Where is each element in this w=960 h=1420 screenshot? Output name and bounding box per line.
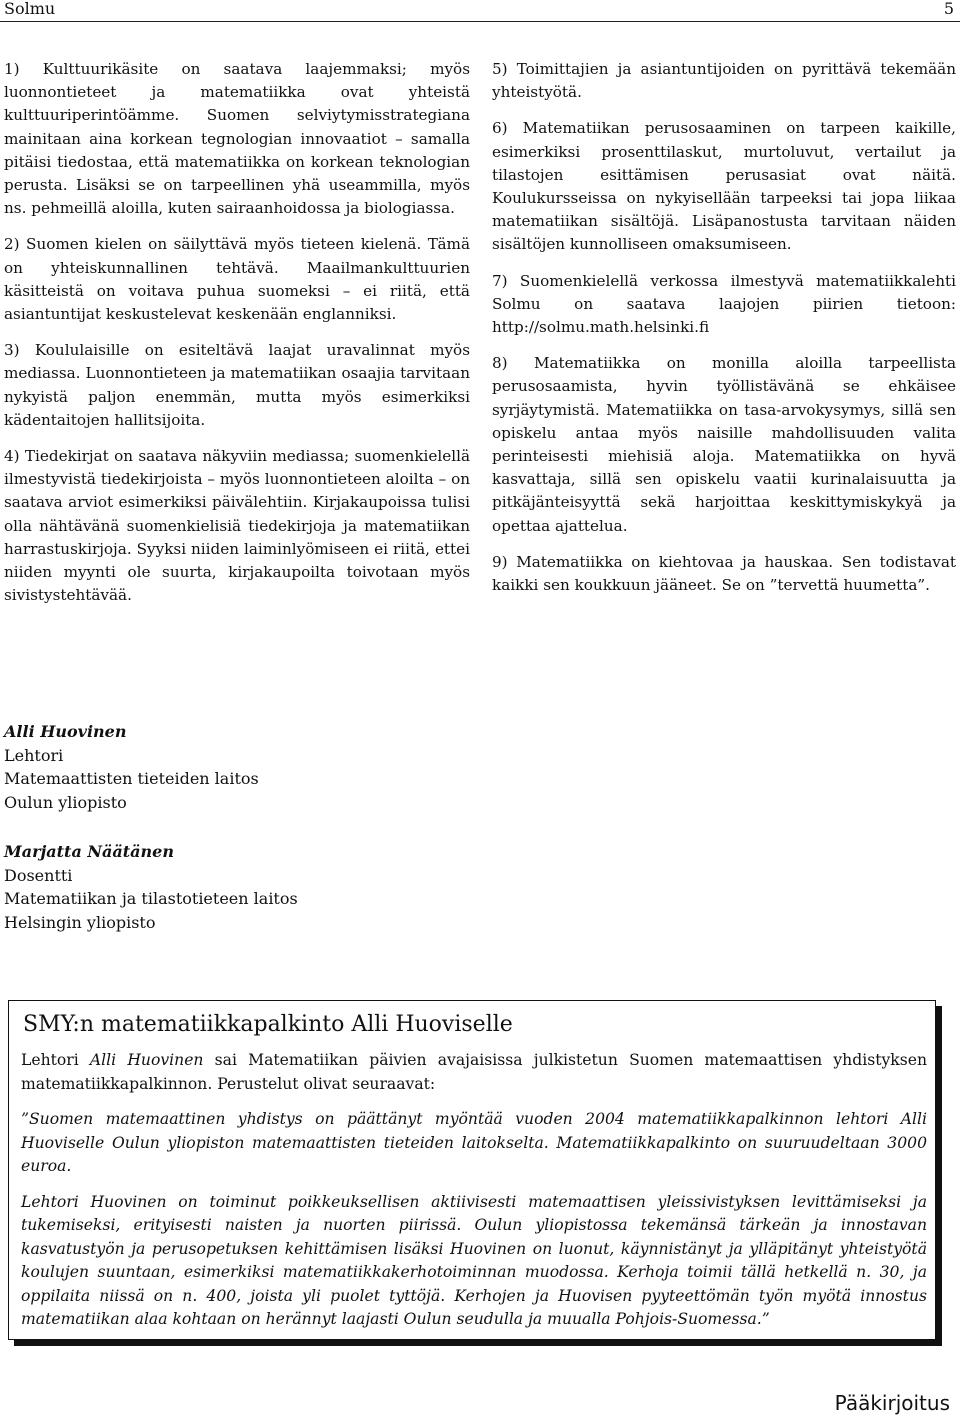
author-title: Dosentti [4,865,73,885]
author-department: Matematiikan ja tilastotieteen laitos [4,889,298,909]
journal-title: Solmu [4,0,56,18]
right-column [492,58,956,610]
page-number: 5 [943,0,954,18]
header-rule [0,21,960,22]
author-department: Matemaattisten tieteiden laitos [4,769,259,789]
author-signatures [4,720,604,960]
signature-block [4,720,604,815]
point-7: 7) Suomenkielellä verkossa ilmestyvä matematiikkalehti Solmu on saatava laajojen piirien tietoon: http://solmu.math.helsinki.fi [492,271,956,337]
award-recipient-name: Alli Huovinen [89,1051,204,1069]
signature-block [4,840,604,935]
award-title: SMY:n matematiikkapalkinto Alli Huoviselle [23,1012,513,1037]
author-name: Marjatta Näätänen [4,841,174,861]
award-intro [21,1049,927,1096]
award-intro-end: sai Matematiikan päivien avajaisissa julkistetun Suomen matemaattisen yhdistyksen matematiikkapalkinnon. Perustelut olivat seuraavat: [21,1051,927,1093]
point-4: 4) Tiedekirjat on saatava näkyviin mediassa; suomenkielellä ilmestyvistä tiedekirjoista – myös luonnontieteen aloilta – on saatava arviot esimerkiksi päivälehtiin. Kirjakaupoissa tulisi olla nähtävänä suomenkielisiä tiedekirjoja ja matematiikan harrastuskirjoja. Syyksi niiden laiminlyömiseen ei riitä, ettei niiden myynti ole suurta, kirjakaupoilta toivotaan myös sivistystehtävää. [4,447,470,605]
left-column [4,58,470,620]
award-intro-start: Lehtori [21,1051,90,1069]
page-header [0,0,960,20]
award-announcement-box [8,1000,936,1340]
point-8: 8) Matematiikka on monilla aloilla tarpeellista perusosaamista, hyvin työllistävänä se ehkäisee syrjäytymistä. Matematiikka on tasa-arvokysymys, sillä sen opiskelu antaa myös naisille mahdollisuuden valita perinteisesti miehisiä aloja. Matematiikka on hyvä kasvattaja, sillä sen opiskelu vaatii kurinalaisuutta ja pitkäjänteisyyttä sekä harjoittaa keskittymiskykyä ja opettaa ajattelua. [492,354,956,535]
award-citation-1: ”Suomen matemaattinen yhdistys on päättänyt myöntää vuoden 2004 matematiikkapalkinnon lehtori Alli Huoviselle Oulun yliopiston matemaattisten tieteiden laitokselta. Matematiikkapalkinto on suuruudeltaan 3000 euroa. [21,1110,927,1175]
author-university: Helsingin yliopisto [4,912,156,932]
point-6: 6) Matematiikan perusosaaminen on tarpeen kaikille, esimerkiksi prosenttilaskut, murtoluvut, vertailut ja tilastojen esittämisen perusasiat ovat näitä. Koulukursseissa on nykyisellään tarpeeksi tai jopa liikaa matematiikan sisältöjä. Lisäpanostusta tarvitaan näiden sisältöjen kunnolliseen omaksumiseen. [492,119,956,254]
point-5: 5) Toimittajien ja asiantuntijoiden on pyrittävä tekemään yhteistyötä. [492,60,956,102]
author-name: Alli Huovinen [4,722,127,741]
award-citation-2: Lehtori Huovinen on toiminut poikkeuksellisen aktiivisesti matemaattisen yleissivistyksen levittämiseksi ja tukemiseksi, erityisesti naisten ja nuorten piirissä. Oulun yliopistossa tekemänsä tärkeän ja innostavan kasvatustyön ja perusopetuksen kehittämisen lisäksi Huovinen on luonut, käynnistänyt ja ylläpitänyt yhteistyötä koulujen suuntaan, esimerkiksi matematiikkakerhotoiminnan muodossa. Kerhoja toimii tällä hetkellä n. 30, ja oppilaita niissä on n. 400, joista yli puolet tyttöjä. Kerhojen ja Huovisen pyyteettömän työn myötä innostus matematiikan alaa kohtaan on herännyt laajasti Oulun seudulla ja muualla Pohjois-Suomessa.” [21,1192,927,1328]
author-title: Lehtori [4,745,64,765]
point-3: 3) Koululaisille on esiteltävä laajat uravalinnat myös mediassa. Luonnontieteen ja matematiikan osaajia tarvitaan nykyistä paljon enemmän, mutta myös esimerkiksi kädentaitojen hallitsijoita. [4,341,470,429]
point-2: 2) Suomen kielen on säilyttävä myös tieteen kielenä. Tämä on yhteiskunnallinen tehtävä. Maailmankulttuurien käsitteistä on voitava puhua suomeksi – ei riitä, että asiantuntijat keskustelevat keskenään englanniksi. [4,235,470,324]
point-9: 9) Matematiikka on kiehtovaa ja hauskaa. Sen todistavat kaikki sen koukkuun jääneet. Se on ”tervettä huumetta”. [492,552,956,595]
section-name: Pääkirjoitus [834,1391,950,1415]
point-1: 1) Kulttuurikäsite on saatava laajemmaksi; myös luonnontieteet ja matematiikka ovat yhteistä kulttuuriperintöämme. Suomen selviytymisstrategiana mainitaan aina korkean tegnologian innovaatiot – samalla pitäisi tiedostaa, että matematiikka on korkean teknologian perusta. Lisäksi se on tarpeellinen yhä useammilla, myös ns. pehmeillä aloilla, kuten sairaanhoidossa ja biologiassa. [4,60,470,218]
author-university: Oulun yliopisto [4,793,127,813]
